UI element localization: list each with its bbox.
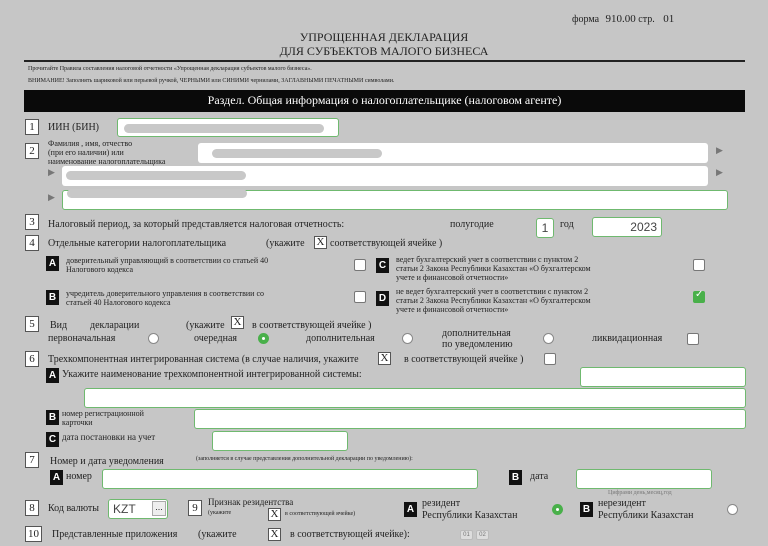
- field-number-1: 1: [25, 119, 39, 135]
- reg-card-label-2: карточки: [62, 418, 93, 427]
- category-b-line-1: учредитель доверительного управления в соответствии со: [66, 289, 265, 298]
- category-b-line-2: статьей 40 Налогового кодекса: [66, 298, 171, 307]
- category-a-line-1: доверительный управляющий в соответствии со статьей 40: [66, 256, 269, 265]
- residency-hint-pre: (укажите: [208, 510, 232, 516]
- name-input-line-2[interactable]: [62, 166, 708, 186]
- tics-name-input-short[interactable]: [580, 367, 746, 387]
- iin-input[interactable]: [117, 118, 339, 137]
- page-title: [0, 30, 768, 58]
- field-number-5: 5: [25, 316, 39, 332]
- section-title: Раздел. Общая информация о налогоплательщике (налоговом агенте): [207, 93, 562, 107]
- name-label-3: наименование налогоплательщика: [48, 157, 166, 166]
- name-input-line-1[interactable]: [198, 143, 708, 163]
- tics-label: Трехкомпонентная интегрированная система (в случае наличия, укажите: [48, 354, 359, 365]
- opt-notice-radio[interactable]: [543, 333, 554, 344]
- arrow-right-icon: ▶: [716, 146, 723, 156]
- letter-a: A: [46, 368, 59, 383]
- categories-hint-post: соответствующей ячейке ): [330, 238, 443, 249]
- category-d-line-2: статьи 2 Закона Республики Казахстан «О бухгалтерском: [396, 296, 591, 305]
- arrow-right-icon: ▶: [48, 168, 55, 178]
- year-input[interactable]: 2023: [592, 217, 662, 237]
- field-number-7: 7: [25, 452, 39, 468]
- opt-notice-line-2: по уведомлению: [442, 339, 513, 350]
- nonresident-line-1: нерезидент: [598, 498, 646, 509]
- decl-type-label-2: декларации: [90, 320, 140, 331]
- appendices-hint-pre: (укажите: [198, 529, 237, 540]
- letter-a: A: [404, 502, 417, 517]
- decl-type-label: Вид: [50, 320, 68, 331]
- residency-label: Признак резидентства: [208, 497, 294, 507]
- category-d-line-1: не ведет бухгалтерский учет в соответствии с пунктом 2: [396, 287, 589, 296]
- title-line-1: УПРОЩЕННАЯ ДЕКЛАРАЦИЯ: [299, 30, 469, 44]
- reg-card-input[interactable]: [194, 409, 746, 429]
- letter-c: C: [46, 432, 59, 447]
- name-label-1: Фамилия , имя, отчество: [48, 139, 133, 148]
- iin-label: ИИН (БИН): [48, 122, 100, 133]
- currency-picker-button[interactable]: ...: [152, 501, 166, 516]
- tics-name-label: Укажите наименование трехкомпонентной интегрированной системы:: [62, 369, 362, 380]
- reg-card-label-1: номер регистрационной: [62, 409, 144, 418]
- letter-a: A: [46, 256, 59, 271]
- reg-date-input[interactable]: [212, 431, 348, 451]
- opt-initial-radio[interactable]: [148, 333, 159, 344]
- x-marker: X: [231, 316, 244, 329]
- appendix-02-button[interactable]: 02: [476, 530, 489, 540]
- category-c-checkbox[interactable]: [693, 259, 705, 271]
- tics-checkbox[interactable]: [544, 353, 556, 365]
- appendix-01-button[interactable]: 01: [460, 530, 473, 540]
- page-label: стр.: [638, 14, 655, 25]
- opt-notice-line-1: дополнительная: [442, 328, 511, 339]
- half-year-input[interactable]: 1: [536, 218, 554, 238]
- opt-regular-radio[interactable]: [258, 333, 269, 344]
- x-marker: X: [378, 352, 391, 365]
- instructions-note: Прочитайте Правила составления налоговой отчетности «Упрощенная декларация субъектов малого бизнеса».: [28, 66, 312, 72]
- category-c-line-1: ведет бухгалтерский учет в соответствии с пунктом 2: [396, 255, 579, 264]
- category-d-checkbox[interactable]: [693, 291, 705, 303]
- letter-b: B: [46, 290, 59, 305]
- decl-type-hint-pre: (укажите: [186, 320, 225, 331]
- year-label: год: [560, 219, 574, 230]
- field-number-2: 2: [25, 143, 39, 159]
- form-label: форма: [572, 14, 600, 25]
- notice-label: Номер и дата уведомления: [50, 456, 164, 467]
- arrow-right-icon: ▶: [716, 168, 723, 178]
- field-number-9: 9: [188, 500, 202, 516]
- tax-period-label: Налоговый период, за который представляется налоговая отчетность:: [48, 219, 345, 230]
- name-input-line-3[interactable]: [62, 190, 728, 210]
- currency-label: Код валюты: [48, 503, 100, 514]
- category-c-line-2: статьи 2 Закона Республики Казахстан «О бухгалтерском: [396, 264, 591, 273]
- page-number: 01: [663, 13, 675, 25]
- date-format-hint: Цифрами день,месяц,год: [608, 490, 672, 496]
- currency-value: KZT: [113, 502, 136, 516]
- letter-c: C: [376, 258, 389, 273]
- arrow-right-icon: ▶: [48, 193, 55, 203]
- resident-radio[interactable]: [552, 504, 563, 515]
- appendices-hint-post: в соответствующей ячейке):: [290, 529, 410, 540]
- decl-type-hint-post: в соответствующей ячейке ): [252, 320, 372, 331]
- category-a-line-2: Налогового кодекса: [66, 265, 134, 274]
- categories-label: Отдельные категории налогоплательщика: [48, 238, 227, 249]
- x-marker: X: [268, 528, 281, 541]
- notice-number-label: номер: [66, 471, 92, 482]
- field-number-8: 8: [25, 500, 39, 516]
- letter-b: B: [46, 410, 59, 425]
- opt-initial-label: первоначальная: [48, 333, 116, 344]
- category-b-checkbox[interactable]: [354, 291, 366, 303]
- notice-date-input[interactable]: [576, 469, 712, 489]
- reg-date-label: дата постановки на учет: [62, 432, 156, 442]
- resident-line-1: резидент: [422, 498, 461, 509]
- x-marker: X: [268, 508, 281, 521]
- half-year-label: полугодие: [450, 219, 494, 230]
- form-header: [572, 14, 674, 25]
- categories-hint-pre: (укажите: [266, 238, 305, 249]
- category-a-checkbox[interactable]: [354, 259, 366, 271]
- tics-hint-post: в соответствующей ячейке ): [404, 354, 524, 365]
- resident-line-2: Республики Казахстан: [422, 510, 518, 521]
- field-number-6: 6: [25, 351, 39, 367]
- nonresident-radio[interactable]: [727, 504, 738, 515]
- category-d-line-3: учете и финансовой отчетности»: [396, 305, 509, 314]
- opt-additional-radio[interactable]: [402, 333, 413, 344]
- letter-b: B: [509, 470, 522, 485]
- field-number-4: 4: [25, 235, 39, 251]
- field-number-10: 10: [25, 526, 42, 542]
- notice-date-label: дата: [530, 471, 549, 482]
- section-title-bar: [24, 90, 745, 112]
- letter-b: B: [580, 502, 593, 517]
- warning-note: ВНИМАНИЕ! Заполнять шариковой или перьевой ручкой, ЧЕРНЫМИ или СИНИМИ чернилами, ЗАГЛАВНЫМИ ПЕЧАТНЫМИ символами.: [28, 78, 395, 84]
- form-number: 910.00: [605, 13, 636, 25]
- notice-number-input[interactable]: [102, 469, 478, 489]
- category-c-line-3: учете и финансовой отчетности»: [396, 273, 509, 282]
- tics-name-input-long[interactable]: [84, 388, 746, 408]
- residency-hint-post: в соответствующей ячейке): [285, 511, 356, 517]
- notice-hint: (заполняется в случае представления дополнительной декларации по уведомлению):: [196, 456, 413, 462]
- field-number-3: 3: [25, 214, 39, 230]
- opt-additional-label: дополнительная: [306, 333, 375, 344]
- name-label-2: (при его наличии) или: [48, 148, 124, 157]
- opt-liquidation-checkbox[interactable]: [687, 333, 699, 345]
- opt-liquidation-label: ликвидационная: [592, 333, 663, 344]
- divider: [24, 60, 745, 62]
- opt-regular-label: очередная: [194, 333, 237, 344]
- nonresident-line-2: Республики Казахстан: [598, 510, 694, 521]
- letter-d: D: [376, 291, 389, 306]
- x-marker: X: [314, 236, 327, 249]
- title-line-2: ДЛЯ СУБЪЕКТОВ МАЛОГО БИЗНЕСА: [279, 44, 489, 58]
- appendices-label: Представленные приложения: [52, 529, 178, 540]
- letter-a: A: [50, 470, 63, 485]
